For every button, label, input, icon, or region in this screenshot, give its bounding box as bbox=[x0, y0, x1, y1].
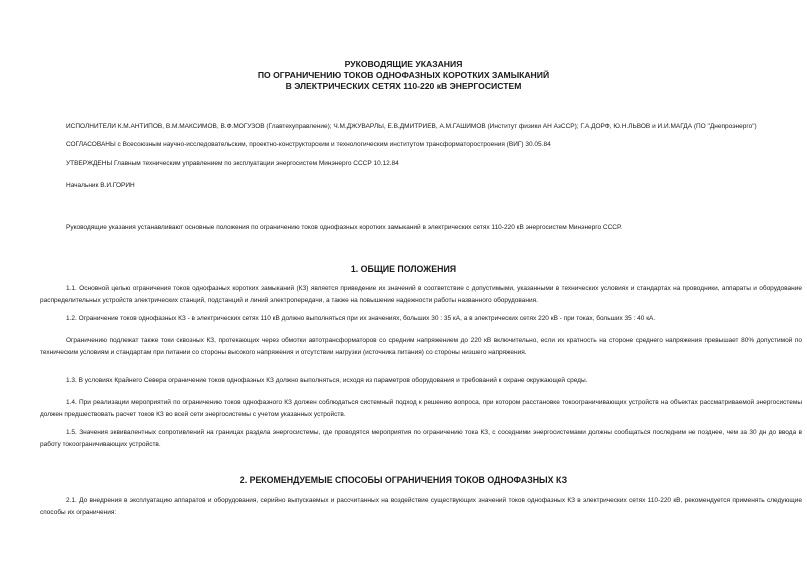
intro-paragraph: Руководящие указания устанавливают основные положения по ограничению токов однофазных коротких замыканий в электрических сетях 110-220 кВ энергосистем Минэнерго СССР. bbox=[66, 224, 622, 231]
document-title-line-3: В ЭЛЕКТРИЧЕСКИХ СЕТЯХ 110-220 кВ ЭНЕРГОСИСТЕМ bbox=[285, 81, 522, 91]
approved-line: УТВЕРЖДЕНЫ Главным техническим управлением по эксплуатации энергосистем Минэнерго СССР 10.12.84 bbox=[66, 160, 399, 167]
paragraph-1-3: 1.3. В условиях Крайнего Севера ограничение токов однофазных КЗ должно выполняться, исходя из параметров оборудования и требований к охране окружающей среды. bbox=[66, 377, 588, 384]
document-title-line-2: ПО ОГРАНИЧЕНИЮ ТОКОВ ОДНОФАЗНЫХ КОРОТКИХ ЗАМЫКАНИЙ bbox=[257, 70, 550, 80]
paragraph-2-1: 2.1. До внедрения в эксплуатацию аппаратов и оборудования, серийно выпускаемых и рассчитанных на воздействие существующих значений токов однофазных КЗ в электрических сетях 110-220 кВ, рекомендуется применять следующие способы их ограничения: bbox=[40, 497, 802, 516]
agreed-line: СОГЛАСОВАНЫ с Всесоюзным научно-исследовательским, проектно-конструкторским и технологическим институтом трансформаторостроения (ВИГ) 30.05.84 bbox=[66, 141, 551, 148]
paragraph-1-1: 1.1. Основной целью ограничения токов однофазных коротких замыканий (КЗ) является приведение их значений в соответствие с допустимыми, указанными в технических условиях и стандартах на проводники, аппараты и оборудование распределительных устройств электрических станций, подстанций и линий электропередачи, а также на повышение надежности работы названного оборудования. bbox=[40, 285, 802, 304]
section-2-heading: 2. РЕКОМЕНДУЕМЫЕ СПОСОБЫ ОГРАНИЧЕНИЯ ТОКОВ ОДНОФАЗНЫХ КЗ bbox=[239, 475, 568, 485]
executors-paragraph: ИСПОЛНИТЕЛИ К.М.АНТИПОВ, В.М.МАКСИМОВ, В.Ф.МОГУЗОВ (Главтехуправление); Ч.М.ДЖУВАРЛЫ, Е.В.ДМИТРИЕВ, А.М.ГАШИМОВ (Институт физики АН АзССР); Г.А.ДОРФ, Ю.Н.ЛЬВОВ и И.И.МАГДА (ПО "Днепроэнерго") bbox=[66, 123, 757, 130]
document-title-line-1: РУКОВОДЯЩИЕ УКАЗАНИЯ bbox=[344, 59, 463, 69]
chief-line: Начальник В.И.ГОРИН bbox=[66, 182, 135, 189]
section-1-heading: 1. ОБЩИЕ ПОЛОЖЕНИЯ bbox=[350, 264, 457, 274]
paragraph-1-2: 1.2. Ограничение токов однофазных КЗ - в электрических сетях 110 кВ должно выполняться при их значениях, больших 30 : 35 кА, а в электрических сетях 220 кВ - при токах, больших 35 : 40 кА. bbox=[66, 315, 656, 322]
paragraph-1-4: 1.4. При реализации мероприятий по ограничению токов однофазного КЗ должен соблюдаться системный подход к решению вопроса, при котором расстановке токоограничивающих устройств на объектах рассматриваемой энергосистемы должен предшествовать расчет токов КЗ во всей сети энергосистемы с учетом указанных устройств. bbox=[40, 399, 802, 418]
paragraph-1-2-continued: Ограничению подлежат также токи сквозных КЗ, протекающих через обмотки автотрансформаторов со средним напряжением до 220 кВ включительно, если их кратность на стороне среднего напряжения превышает 80% допустимой по техническим условиям и стандартам при питании со стороны высокого напряжения и отсутствии нагрузки (источника питания) со стороны низшего напряжения. bbox=[40, 337, 802, 356]
paragraph-1-5: 1.5. Значения эквивалентных сопротивлений на границах раздела энергосистемы, где проводятся мероприятия по ограничению тока КЗ, с соседними энергосистемами должны сообщаться последним не позднее, чем за 30 дн до ввода в работу токоограничивающих устройств. bbox=[40, 429, 802, 448]
